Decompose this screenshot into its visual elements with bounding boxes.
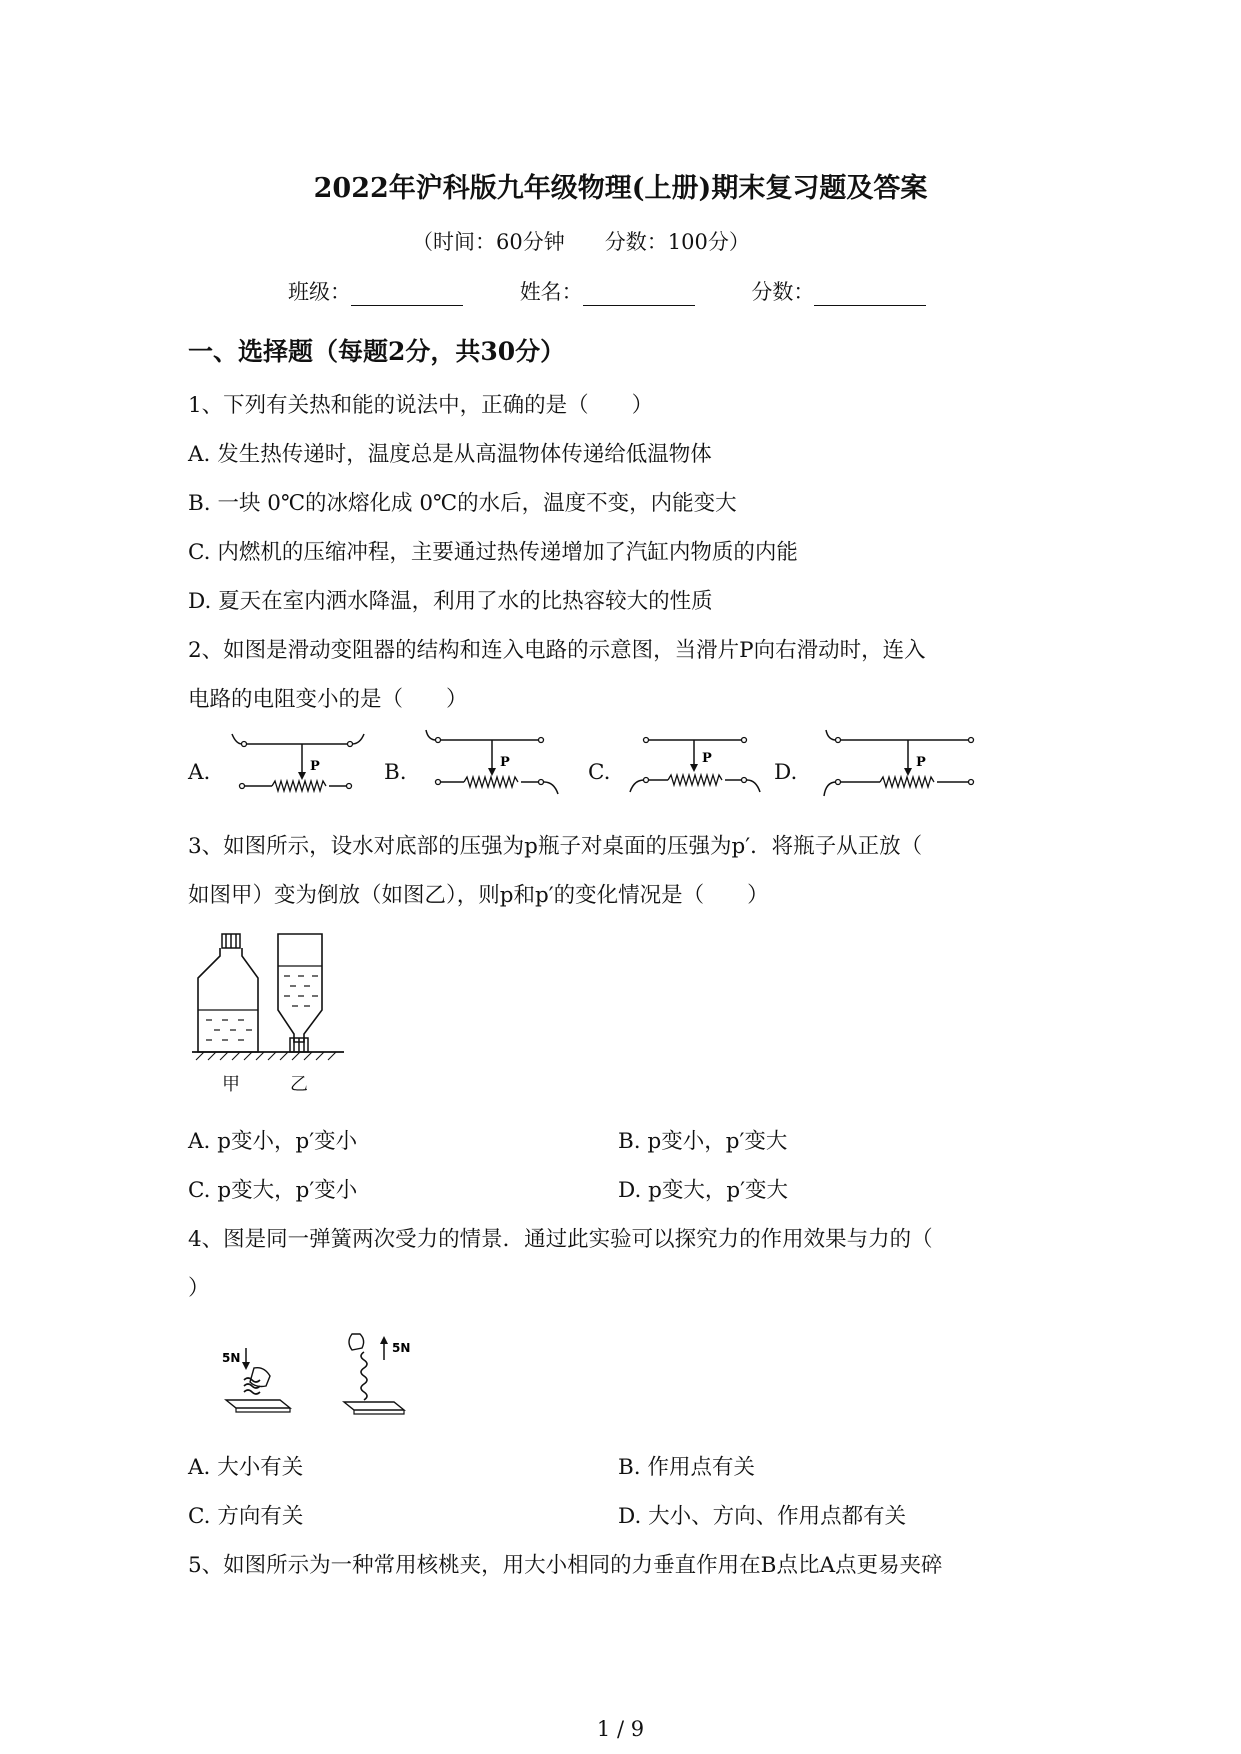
document-title: 2022年沪科版九年级物理(上册)期末复习题及答案: [313, 173, 928, 204]
rheostat-d-slider-label: P: [916, 755, 926, 770]
q3-option-d: D. p变大，p′变大: [618, 1178, 789, 1203]
student-info: [288, 276, 976, 306]
q4-option-a: A. 大小有关: [188, 1455, 304, 1480]
spring-compression-figure: [220, 1340, 320, 1420]
class-label: 班级：: [288, 280, 351, 304]
q1-option-c: C. 内燃机的压缩冲程，主要通过热传递增加了汽缸内物质的内能: [188, 540, 798, 565]
score-label: 分数：: [751, 280, 815, 304]
spring-stretch-force-label: 5N: [392, 1341, 411, 1355]
q4-stem-line1: 4、图是同一弹簧两次受力的情景．通过此实验可以探究力的作用效果与力的（: [188, 1227, 933, 1252]
rheostat-a-slider-label: P: [310, 759, 320, 774]
q2-stem-line1: 2、如图是滑动变阻器的结构和连入电路的示意图，当滑片P向右滑动时，连入: [188, 638, 926, 663]
rheostat-figure-d: [820, 728, 980, 804]
bottle-label-jia: 甲: [222, 1074, 240, 1095]
section-heading: 一、选择题（每题2分，共30分）: [188, 337, 566, 366]
q2-label-d: D.: [774, 760, 798, 785]
spring-stretch-figure: [336, 1330, 436, 1422]
exam-meta: [412, 226, 790, 256]
q3-stem-line2: 如图甲）变为倒放（如图乙），则p和p′的变化情况是（ ）: [188, 883, 769, 908]
q1-stem: 1、下列有关热和能的说法中，正确的是（ ）: [188, 393, 654, 418]
rheostat-figure-a: [228, 730, 368, 800]
q2-stem-line2: 电路的电阻变小的是（ ）: [188, 687, 468, 712]
name-label: 姓名：: [519, 280, 583, 304]
bottle-label-yi: 乙: [290, 1074, 308, 1095]
q4-option-c: C. 方向有关: [188, 1504, 304, 1529]
q1-option-d: D. 夏天在室内洒水降温，利用了水的比热容较大的性质: [188, 589, 713, 614]
rheostat-figure-b: [420, 728, 570, 804]
q4-option-d: D. 大小、方向、作用点都有关: [618, 1504, 907, 1529]
q2-label-c: C.: [588, 760, 611, 785]
q2-label-b: B.: [384, 760, 407, 785]
q3-option-b: B. p变小，p′变大: [618, 1129, 788, 1154]
class-blank[interactable]: [351, 283, 463, 306]
q3-option-c: C. p变大，p′变小: [188, 1178, 358, 1203]
q3-option-a: A. p变小，p′变小: [188, 1129, 358, 1154]
rheostat-b-slider-label: P: [500, 755, 510, 770]
q5-stem-line1: 5、如图所示为一种常用核桃夹，用大小相同的力垂直作用在B点比A点更易夹碎: [188, 1553, 943, 1578]
q1-option-b: B. 一块 0℃的冰熔化成 0℃的水后，温度不变，内能变大: [188, 491, 737, 516]
score-blank[interactable]: [814, 283, 926, 306]
q4-stem-line2: ）: [188, 1276, 210, 1301]
q4-option-b: B. 作用点有关: [618, 1455, 755, 1480]
exam-total-score: 分数：100分）: [604, 230, 750, 254]
rheostat-figure-c: [628, 730, 768, 802]
bottles-figure: [192, 930, 352, 1090]
q2-label-a: A.: [188, 760, 211, 785]
name-blank[interactable]: [583, 283, 695, 306]
q1-option-a: A. 发生热传递时，温度总是从高温物体传递给低温物体: [188, 442, 712, 467]
exam-time: （时间：60分钟: [412, 230, 565, 254]
spring-compress-force-label: 5N: [222, 1351, 241, 1365]
rheostat-c-slider-label: P: [702, 751, 712, 766]
page-number: 1 / 9: [596, 1717, 645, 1741]
q3-stem-line1: 3、如图所示，设水对底部的压强为p瓶子对桌面的压强为p′．将瓶子从正放（: [188, 834, 923, 859]
